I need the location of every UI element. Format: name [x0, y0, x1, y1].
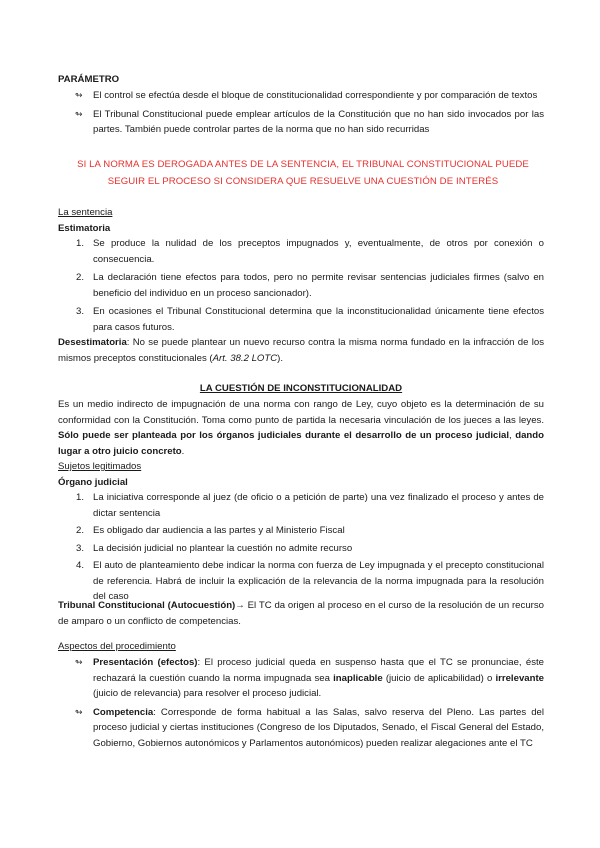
desestimatoria-end: ). — [277, 352, 284, 364]
tribunal-autocuestion-label: Tribunal Constitucional (Autocuestión) — [58, 600, 236, 611]
presentacion-label: Presentación (efectos) — [93, 657, 198, 668]
list-item — [58, 490, 544, 521]
tribunal-autocuestion-text: → El TC da origen al proceso en el curso de la resolución de un recurso de amparo o un conflicto de competencias. — [58, 600, 544, 627]
organo-item-text: La decisión judicial no plantear la cuestión no admite recurso — [93, 542, 353, 554]
parametro-bullet-text: El Tribunal Constitucional puede emplear artículos de la Constitución que no han sido invocados por las partes. También puede controlar partes de la norma que no han sido recurridas — [93, 108, 544, 135]
presentacion-text-c: (juicio de aplicabilidad) o — [382, 672, 496, 684]
competencia-body: : Corresponde de forma habitual a las Salas, salvo reserva del Pleno. Las partes del proceso judicial y ciertas instituciones (Congreso de los Diputados, Senado, el Fiscal General del Estado, Gobierno, Gobiernos autonómicos y Parlamentos autonómicos) pueden realizar alegaciones ante el TC — [93, 706, 544, 749]
arrow-bullet-icon: ↬ — [75, 706, 83, 717]
estimatoria-item-text: La declaración tiene efectos para todos, pero no permite revisar sentencias judiciales firmes (salvo en beneficio del individuo en un proceso sancionador). — [93, 272, 544, 299]
cuestion-intro-mid: , — [509, 430, 516, 441]
sentencia-title: La sentencia — [58, 207, 113, 218]
organo-judicial-label: Órgano judicial — [58, 477, 128, 488]
estimatoria-label: Estimatoria — [58, 223, 111, 234]
cuestion-heading: LA CUESTIÓN DE INCONSTITUCIONALIDAD — [199, 383, 403, 394]
list-number: 3. — [76, 306, 85, 317]
estimatoria-list — [58, 236, 544, 335]
cuestion-intro-text: Es un medio indirecto de impugnación de una norma con rango de Ley, cuyo objeto es la determinación de su conformidad con la Constitución. Toma como punto de partida la necesaria vinculación de los jueces a las leyes. — [58, 399, 544, 426]
cuestion-intro-end: . — [181, 445, 185, 457]
arrow-bullet-icon: ↬ — [75, 90, 83, 100]
list-number: 4. — [76, 560, 85, 571]
list-item — [58, 236, 544, 267]
cuestion-intro-bold-2: dando lugar a otro juicio concreto — [58, 430, 544, 457]
desestimatoria-text: : No se puede plantear un nuevo recurso contra la misma norma fundado en la infracción de los mismos preceptos constitucionales ( — [58, 337, 544, 364]
cuestion-intro-bold: Sólo puede ser planteada por los órganos judiciales durante el desarrollo de un proceso judicial — [58, 430, 510, 441]
list-item — [58, 304, 544, 335]
estimatoria-item-text: En ocasiones el Tribunal Constitucional determina que la inconstitucionalidad únicamente tiene efectos para casos futuros. — [93, 306, 544, 333]
parametro-bullet-text: El control se efectúa desde el bloque de constitucionalidad correspondiente y por comparación de textos — [93, 90, 538, 101]
parametro-bullet-list — [58, 88, 544, 138]
sujetos-title: Sujetos legitimados — [58, 461, 142, 472]
list-number: 2. — [76, 272, 85, 283]
list-item — [58, 523, 544, 539]
competencia-label: Competencia — [93, 706, 154, 718]
organo-item-text: Es obligado dar audiencia a las partes y al Ministerio Fiscal — [93, 525, 345, 536]
cuestion-intro — [58, 397, 544, 459]
organo-item-text: La iniciativa corresponde al juez (de oficio o a petición de parte) una vez finalizado el proceso y antes de dictar sentencia — [93, 492, 544, 519]
tribunal-autocuestion-paragraph — [58, 598, 544, 629]
list-item — [58, 88, 544, 104]
irrelevante-term: irrelevante — [495, 672, 544, 684]
inaplicable-term: inaplicable — [333, 672, 383, 684]
presentacion-text-d: (juicio de relevancia) para resolver el proceso judicial. — [93, 688, 322, 699]
estimatoria-item-text: Se produce la nulidad de los preceptos impugnados y, eventualmente, de otros por conexión o consecuencia. — [93, 238, 544, 265]
list-item — [58, 541, 544, 557]
list-number: 2. — [76, 525, 85, 536]
presentacion-text-a: : El proceso judicial queda en suspenso hasta que el TC se pronunciae, éste rechazará la cuestión cuando la norma impugnada sea — [93, 657, 544, 684]
list-number: 1. — [76, 238, 85, 249]
list-item — [58, 655, 544, 702]
organo-list — [58, 490, 544, 605]
organo-item-text: El auto de planteamiento debe indicar la norma con fuerza de Ley impugnada y el precepto constitucional de referencia. Habrá de incluir la explicación de la relevancia de la norma impugnada para la resolución del caso — [93, 560, 544, 602]
list-item — [58, 705, 544, 752]
competencia-text — [93, 705, 544, 752]
parametro-title: PARÁMETRO — [58, 74, 120, 85]
desestimatoria-label: Desestimatoria — [58, 337, 127, 348]
list-item — [58, 270, 544, 301]
legal-reference: Art. 38.2 LOTC — [212, 352, 278, 364]
presentacion-text — [93, 655, 544, 702]
arrow-bullet-icon: ↬ — [75, 657, 83, 667]
procedimiento-bullet-list — [58, 655, 544, 751]
derogation-notice: SI LA NORMA ES DEROGADA ANTES DE LA SENTENCIA, EL TRIBUNAL CONSTITUCIONAL PUEDE SEGUIR EL PROCESO SI CONSIDERA QUE RESUELVE UNA CUESTIÓN DE INTERÉS — [77, 159, 529, 187]
desestimatoria-paragraph — [58, 335, 544, 366]
list-number: 3. — [76, 542, 85, 554]
procedimiento-title: Aspectos del procedimiento — [58, 641, 176, 652]
arrow-bullet-icon: ↬ — [75, 108, 83, 119]
list-number: 1. — [76, 492, 85, 503]
list-item — [58, 107, 544, 138]
